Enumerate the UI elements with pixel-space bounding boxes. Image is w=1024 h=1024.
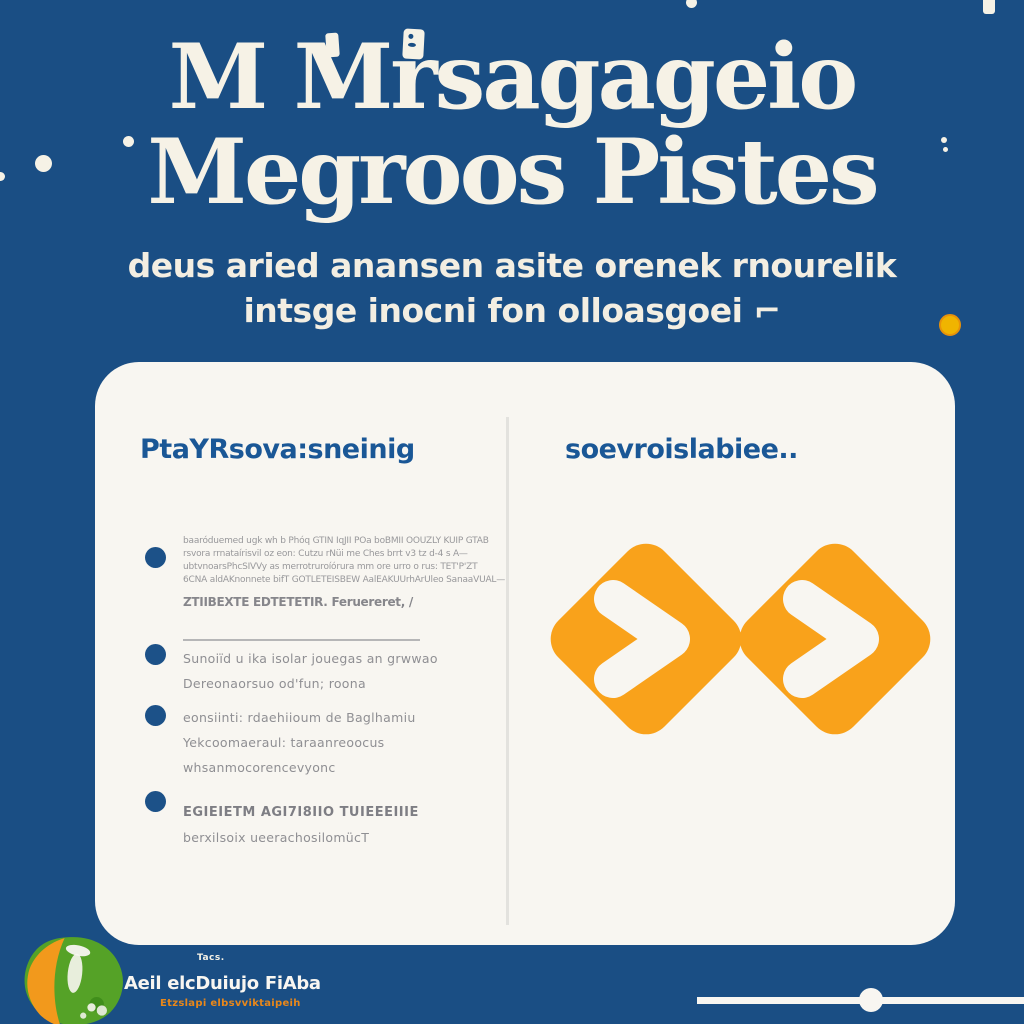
list-item — [145, 535, 518, 610]
page-subtitle — [0, 243, 1024, 333]
decor-underline — [183, 639, 420, 641]
list-item-text: Yekcoomaeraul: taraanreoocus — [183, 735, 385, 750]
list-item-text: rsvora rrnataírisvil oz eon: Cutzu rNüi me Ches brrt v3 tz d-4 s A— — [183, 549, 468, 559]
list-item — [145, 646, 518, 696]
left-column-heading: PtaYRsova:sneinig — [140, 434, 415, 465]
bullet-dot-icon — [145, 791, 166, 812]
list-item-text: ZTIIBEXTE EDTETETIR. Feruereret, / — [183, 595, 413, 609]
page-title-line1: M Mrsagageio — [168, 24, 856, 130]
list-item — [145, 705, 518, 780]
bullet-dot-icon — [145, 705, 166, 726]
page-title-line2: Megroos Pistes — [147, 119, 877, 225]
list-item-text: whsanmocorencevyonc — [183, 760, 336, 775]
page-title — [0, 24, 1024, 225]
list-item-text: ubtvnoarsPhcSIVVy as merrotruroíórura mm ore urro o rus: TET'P'ZT — [183, 562, 478, 572]
list-item-text: Dereonaorsuo od'fun; roona — [183, 676, 366, 691]
list-item-text: Sunoiïd u ika isolar jouegas an grwwao — [183, 651, 438, 666]
globe-leaf-blob-icon — [17, 934, 135, 1024]
list-item-text: EGIEIETM AGI7I8IIO TUIEEEIIIE — [183, 805, 419, 820]
brand-subline: Etzslapi elbsvviktaipeih — [160, 998, 301, 1009]
list-item-text: berxilsoix ueerachosilomücT — [183, 830, 370, 845]
subtitle-line1: deus aried anansen asite orenek rnourelik — [127, 246, 897, 285]
content-card — [95, 362, 955, 945]
footer-rule-dot-icon — [859, 988, 883, 1012]
brand-tagline: Tacs. — [197, 953, 225, 963]
decor-corner-bar — [983, 0, 995, 14]
list-item-text: 6CNA aldAKnonnete bifT GOTLETEISBEW AalEAKUUrhArUleo SanaaVUAL— — [183, 575, 506, 585]
decor-dot-icon — [686, 0, 697, 8]
brand-name: Aeil elcDuiujo FiAba — [124, 973, 321, 994]
bullet-dot-icon — [145, 644, 166, 665]
right-column-heading: soevroislabiee.. — [565, 434, 798, 465]
list-item-text: baaróduemed ugk wh b Phóq GTIN IqJII POa boBMII OOUZLY KUIP GTAB — [183, 536, 489, 546]
list-item — [145, 800, 518, 850]
double-chevron-diamond-icon — [543, 527, 943, 759]
list-item-text: eonsiinti: rdaehiioum de Baglhamiu — [183, 710, 416, 725]
bullet-dot-icon — [145, 547, 166, 568]
subtitle-line2: intsge inocni fon olloasgoei ⌐ — [243, 291, 781, 330]
